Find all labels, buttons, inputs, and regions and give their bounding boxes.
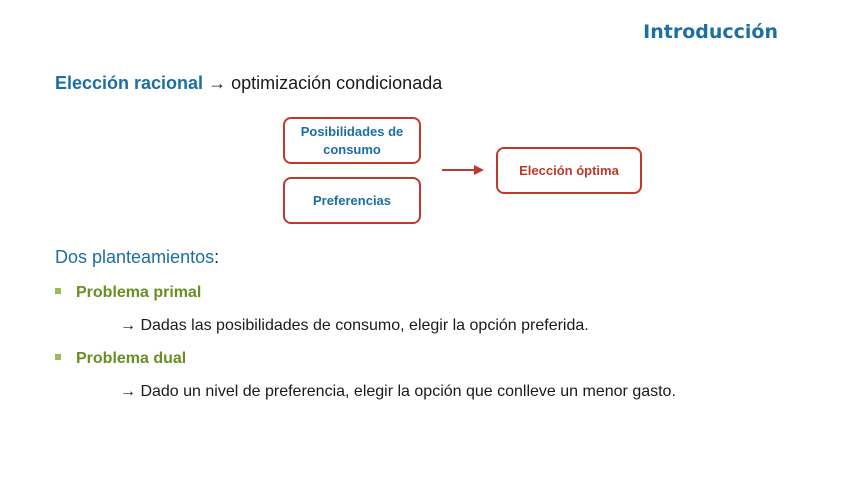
bullet-detail: → Dado un nivel de preferencia, elegir la opción que conlleve un menor gasto.	[120, 383, 676, 400]
headline-arrow: →	[208, 73, 227, 93]
bullet-detail: → Dadas las posibilidades de consumo, elegir la opción preferida.	[120, 317, 589, 334]
flow-arrow-icon	[442, 164, 484, 176]
preferences-box	[283, 177, 421, 224]
bullet-label: Problema primal	[76, 284, 202, 301]
subheading-colon: :	[214, 247, 220, 267]
bullet-item-dual	[55, 350, 186, 368]
bullet-item-primal	[55, 284, 201, 302]
optimal-choice-label: Elección óptima	[519, 162, 619, 178]
consumption-possibilities-label: Posibilidades de consumo	[300, 123, 404, 157]
subheading	[55, 247, 219, 268]
subheading-text: Dos planteamientos	[55, 247, 215, 267]
headline	[55, 73, 442, 94]
bullet-square-icon	[55, 288, 61, 294]
optimal-choice-box	[496, 147, 642, 194]
headline-keyword: Elección racional	[55, 73, 204, 93]
consumption-possibilities-box	[283, 117, 421, 164]
headline-rest: optimización condicionada	[231, 73, 443, 93]
bullet-square-icon	[55, 354, 61, 360]
preferences-label: Preferencias	[312, 192, 392, 208]
slide-title: Introducción	[643, 21, 778, 43]
bullet-label: Problema dual	[76, 350, 187, 367]
